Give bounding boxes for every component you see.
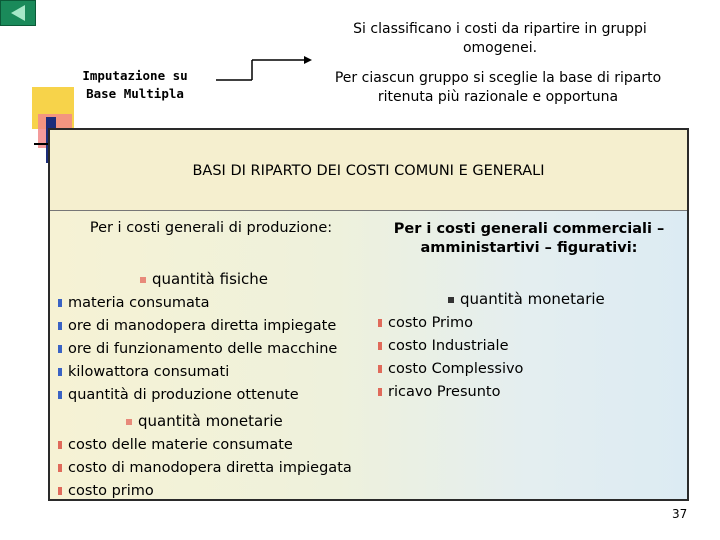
bullet-icon bbox=[58, 464, 62, 472]
bullet-icon bbox=[378, 342, 382, 350]
bullet-icon bbox=[58, 391, 62, 399]
list-item-text: costo Primo bbox=[388, 315, 474, 331]
right-heading-line1: Per i costi generali commerciali – bbox=[393, 221, 665, 237]
previous-slide-button[interactable] bbox=[0, 0, 36, 26]
group-label-quantita-fisiche bbox=[140, 270, 268, 288]
imputazione-label bbox=[70, 67, 200, 103]
panel-title: BASI DI RIPARTO DEI COSTI COMUNI E GENERALI bbox=[192, 163, 545, 179]
bullet-icon bbox=[58, 368, 62, 376]
list-item bbox=[378, 312, 523, 335]
right-column-heading bbox=[372, 220, 686, 258]
list-item bbox=[58, 480, 352, 503]
list-item-text: costo primo bbox=[68, 483, 154, 499]
bullet-icon bbox=[58, 322, 62, 330]
list-item-text: materia consumata bbox=[68, 295, 210, 311]
base-selection-note: Per ciascun gruppo si sceglie la base di riparto ritenuta più razionale e opportuna bbox=[334, 70, 662, 105]
list-item bbox=[58, 292, 337, 315]
list-item bbox=[378, 381, 523, 404]
imputazione-line2: Base Multipla bbox=[86, 86, 184, 101]
list-item bbox=[378, 358, 523, 381]
right-heading-line2: amministartivi – figurativi: bbox=[420, 240, 638, 256]
marker-icon bbox=[140, 277, 146, 283]
left-group1-list bbox=[58, 292, 337, 407]
bullet-icon bbox=[378, 388, 382, 396]
list-item-text: costo delle materie consumate bbox=[68, 437, 293, 453]
left-group2-list bbox=[58, 434, 352, 503]
imputazione-line1: Imputazione su bbox=[82, 68, 188, 83]
list-item-text: ricavo Presunto bbox=[388, 384, 501, 400]
play-triangle-icon bbox=[1, 1, 35, 25]
list-item bbox=[58, 457, 352, 480]
bullet-icon bbox=[378, 365, 382, 373]
list-item-text: ore di funzionamento delle macchine bbox=[68, 341, 338, 357]
list-item-text: ore di manodopera diretta impiegate bbox=[68, 318, 337, 334]
list-item bbox=[58, 338, 337, 361]
list-item bbox=[58, 315, 337, 338]
group-label-text: quantità monetarie bbox=[138, 412, 283, 430]
bullet-icon bbox=[58, 345, 62, 353]
bullet-icon bbox=[58, 487, 62, 495]
group-label-quantita-monetarie-left bbox=[126, 412, 283, 430]
right-group-list bbox=[378, 312, 523, 404]
list-item bbox=[378, 335, 523, 358]
list-item bbox=[58, 434, 352, 457]
bullet-icon bbox=[58, 299, 62, 307]
bullet-icon bbox=[378, 319, 382, 327]
marker-icon bbox=[448, 297, 454, 303]
bullet-icon bbox=[58, 441, 62, 449]
connector-arrow bbox=[212, 52, 312, 92]
group-label-text: quantità monetarie bbox=[460, 290, 605, 308]
group-label-quantita-monetarie-right bbox=[448, 290, 605, 308]
list-item bbox=[58, 384, 337, 407]
page-number: 37 bbox=[672, 507, 688, 521]
list-item-text: costo Complessivo bbox=[388, 361, 524, 377]
classification-note: Si classificano i costi da ripartire in gruppi omogenei. bbox=[353, 21, 647, 56]
marker-icon bbox=[126, 419, 132, 425]
list-item-text: costo Industriale bbox=[388, 338, 509, 354]
list-item-text: kilowattora consumati bbox=[68, 364, 230, 380]
list-item-text: costo di manodopera diretta impiegata bbox=[68, 460, 352, 476]
list-item bbox=[58, 361, 337, 384]
left-column-heading: Per i costi generali di produzione: bbox=[89, 220, 333, 236]
group-label-text: quantità fisiche bbox=[152, 270, 269, 288]
list-item-text: quantità di produzione ottenute bbox=[68, 387, 299, 403]
